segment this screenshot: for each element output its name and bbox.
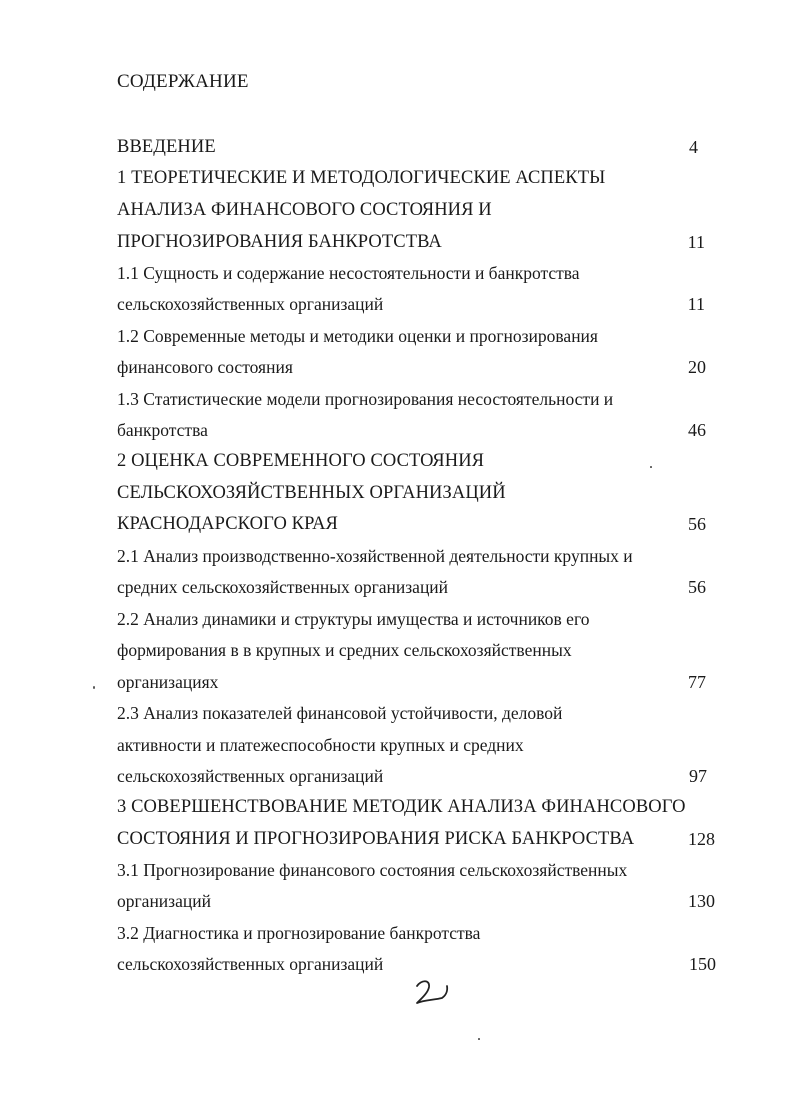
toc-chapter-3-line-2: СОСТОЯНИЯ И ПРОГНОЗИРОВАНИЯ РИСКА БАНКРОСТВА	[117, 829, 635, 849]
toc-chapter-2-line-3: КРАСНОДАРСКОГО КРАЯ	[117, 514, 338, 534]
toc-section-2-2-line-3: организациях	[117, 672, 219, 692]
toc-page-number: 46	[688, 420, 706, 440]
scan-speck	[650, 466, 652, 468]
toc-section-1-1-line-1: 1.1 Сущность и содержание несостоятельности и банкротства	[117, 263, 580, 283]
toc-section-2-2-line-1: 2.2 Анализ динамики и структуры имущества и источников его	[117, 609, 590, 629]
scan-speck	[93, 686, 95, 689]
toc-entry-intro-line-1: ВВЕДЕНИЕ	[117, 137, 216, 157]
toc-chapter-2-line-2: СЕЛЬСКОХОЗЯЙСТВЕННЫХ ОРГАНИЗАЦИЙ	[117, 483, 506, 503]
toc-page-number: 128	[688, 829, 715, 849]
toc-section-2-3-line-2: активности и платежеспособности крупных и средних	[117, 735, 524, 755]
toc-chapter-3-line-1: 3 СОВЕРШЕНСТВОВАНИЕ МЕТОДИК АНАЛИЗА ФИНАНСОВОГО	[117, 797, 686, 817]
scan-speck	[478, 1038, 480, 1040]
toc-section-1-2-line-2: финансового состояния	[117, 357, 293, 377]
toc-chapter-1-line-1: 1 ТЕОРЕТИЧЕСКИЕ И МЕТОДОЛОГИЧЕСКИЕ АСПЕКТЫ	[117, 168, 606, 188]
toc-section-3-2-line-1: 3.2 Диагностика и прогнозирование банкротства	[117, 923, 481, 943]
toc-page-number: 20	[688, 357, 706, 377]
page-title: СОДЕРЖАНИЕ	[117, 71, 249, 92]
toc-section-1-3-line-2: банкротства	[117, 420, 208, 440]
toc-section-3-1-line-2: организаций	[117, 891, 211, 911]
toc-page-number: 11	[687, 232, 705, 252]
toc-page-number: 130	[688, 891, 715, 911]
toc-section-2-1-line-2: средних сельскохозяйственных организаций	[117, 577, 449, 597]
toc-section-2-3-line-3: сельскохозяйственных организаций	[117, 766, 384, 786]
toc-section-2-2-line-2: формирования в в крупных и средних сельскохозяйственных	[117, 640, 572, 660]
toc-page-number: 77	[688, 672, 706, 692]
toc-page-number: 56	[688, 514, 706, 534]
toc-page-number: 4	[689, 137, 698, 157]
toc-page-number: 150	[689, 954, 716, 974]
toc-section-1-1-line-2: сельскохозяйственных организаций	[117, 294, 384, 314]
toc-section-2-1-line-1: 2.1 Анализ производственно-хозяйственной деятельности крупных и	[117, 546, 633, 566]
toc-section-3-2-line-2: сельскохозяйственных организаций	[117, 954, 384, 974]
toc-page-number: 56	[688, 577, 706, 597]
toc-page-number: 11	[687, 294, 705, 314]
toc-section-1-3-line-1: 1.3 Статистические модели прогнозирования несостоятельности и	[117, 389, 614, 409]
toc-section-2-3-line-1: 2.3 Анализ показателей финансовой устойчивости, деловой	[117, 703, 563, 723]
toc-section-3-1-line-1: 3.1 Прогнозирование финансового состояния сельскохозяйственных	[117, 860, 628, 880]
toc-chapter-2-line-1: 2 ОЦЕНКА СОВРЕМЕННОГО СОСТОЯНИЯ	[117, 451, 485, 471]
toc-section-1-2-line-1: 1.2 Современные методы и методики оценки и прогнозирования	[117, 326, 598, 346]
toc-chapter-1-line-3: ПРОГНОЗИРОВАНИЯ БАНКРОТСТВА	[117, 232, 442, 252]
toc-page-number: 97	[689, 766, 707, 786]
handwritten-page-number	[412, 978, 452, 1006]
toc-chapter-1-line-2: АНАЛИЗА ФИНАНСОВОГО СОСТОЯНИЯ И	[117, 200, 492, 220]
